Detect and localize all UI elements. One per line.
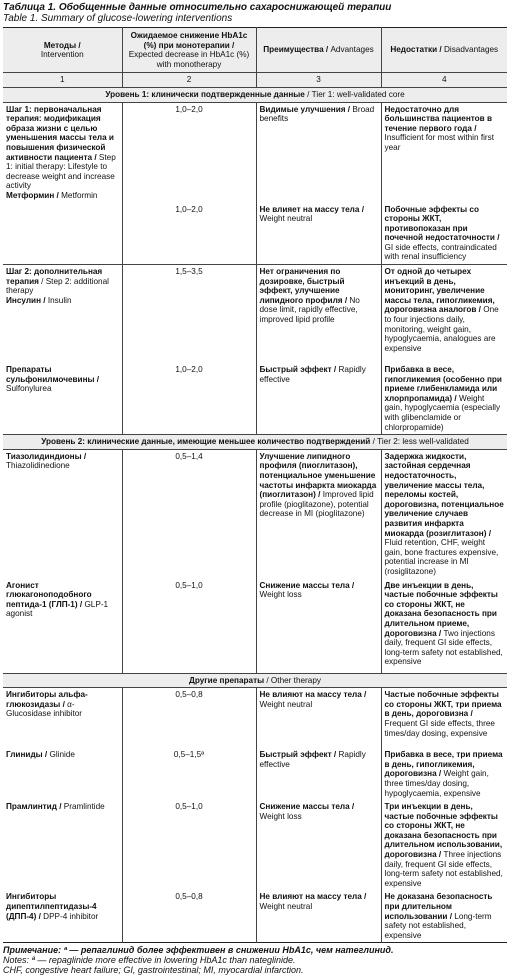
table-row xyxy=(3,363,507,435)
column-number: 2 xyxy=(122,73,256,88)
note-ru: Примечание: ª — репаглинид более эффективен в снижении HbA1c, чем натеглинид. xyxy=(3,945,394,956)
table-caption-en: Table 1. Summary of glucose-lowering interventions xyxy=(3,13,233,24)
advantages-cell: Не влияют на массу тела / Weight neutral xyxy=(256,890,381,942)
table-notes xyxy=(3,945,507,975)
header-advantages: Преимущества / Advantages xyxy=(256,28,381,73)
column-number: 1 xyxy=(3,73,122,88)
method-cell: Препараты сульфонилмочевины / Sulfonylurea xyxy=(3,363,122,435)
table-row xyxy=(3,265,507,364)
table-row xyxy=(3,203,507,265)
disadvantages-cell: От одной до четырех инъекций в день, мониторинг, увеличение массы тела, гипогликемия, дороговизна аналогов / One to four injections daily, monitoring, weight gain, hypoglycaemia, analogues are expensive xyxy=(381,265,507,364)
other-therapy-row xyxy=(3,673,507,688)
table-row xyxy=(3,890,507,942)
advantages-cell: Быстрый эффект / Rapidly effective xyxy=(256,748,381,800)
value-cell: 0,5–1,5ª xyxy=(122,748,256,800)
disadvantages-cell: Прибавка в весе, гипогликемия (особенно при приеме глибенкламида или хлорпропамида) / Weight gain, hypoglycaemia (especially with glibenclamide or chlorpropamide) xyxy=(381,363,507,435)
column-number-row xyxy=(3,73,507,88)
other-therapy-label: Другие препараты / Other therapy xyxy=(3,673,507,688)
disadvantages-cell: Не доказана безопасность при длительном использовании / Long-term safety not established, expensive xyxy=(381,890,507,942)
method-cell: Ингибиторы альфа-глюкозидазы / α-Glucosidase inhibitor xyxy=(3,688,122,749)
table-row xyxy=(3,748,507,800)
header-row xyxy=(3,28,507,73)
value-cell: 1,0–2,0 xyxy=(122,363,256,435)
therapy-table xyxy=(3,27,507,943)
disadvantages-cell: Три инъекции в день, частые побочные эффекты со стороны ЖКТ, не доказана безопасность при длительном использовании, дороговизна / Three injections daily, frequent GI side effects, long-term safety not established, expensive xyxy=(381,800,507,890)
note-en: Notes: ª — repaglinide more effective in lowering HbA1c than nateglinide. xyxy=(3,955,296,966)
column-number: 4 xyxy=(381,73,507,88)
header-hba1c: Ожидаемое снижение HbA1c (%) при монотерапии / Expected decrease in HbA1c (%) with monotherapy xyxy=(122,28,256,73)
method-cell: Глиниды / Glinide xyxy=(3,748,122,800)
method-cell: Шаг 1: первоначальная терапия: модификация образа жизни с целью уменьшения массы тела и повышения физической активности пациента / Step 1: initial therapy: Lifestyle to decrease weight and increase activity Метформин / Metformin xyxy=(3,102,122,202)
value-cell: 0,5–1,0 xyxy=(122,800,256,890)
header-methods: Методы / Intervention xyxy=(3,28,122,73)
value-cell: 1,0–2,0 xyxy=(122,102,256,202)
disadvantages-cell: Задержка жидкости, застойная сердечная недостаточность, увеличение массы тела, переломы костей, дороговизна, потенциальное увеличение случаев развития инфаркта миокарда (розиглитазон) / Fluid retention, CHF, weight gain, bone fractures expensive, potential increase in MI (rosiglitazone) xyxy=(381,449,507,578)
column-number: 3 xyxy=(256,73,381,88)
advantages-cell: Снижение массы тела / Weight loss xyxy=(256,579,381,674)
method-cell: Ингибиторы дипептилпептидазы-4 (ДПП-4) / DPP-4 inhibitor xyxy=(3,890,122,942)
table-caption-ru: Таблица 1. Обобщенные данные относительно сахароснижающей терапии xyxy=(3,2,392,13)
value-cell: 0,5–1,4 xyxy=(122,449,256,578)
value-cell: 0,5–0,8 xyxy=(122,890,256,942)
method-cell: Тиазолидиндионы / Thiazolidinedione xyxy=(3,449,122,578)
disadvantages-cell: Частые побочные эффекты со стороны ЖКТ, три приема в день, дороговизна / Frequent GI side effects, three times/day dosing, expensive xyxy=(381,688,507,749)
value-cell: 1,5–3,5 xyxy=(122,265,256,364)
advantages-cell: Не влияют на массу тела / Weight neutral xyxy=(256,688,381,749)
method-cell xyxy=(3,203,122,265)
disadvantages-cell: Две инъекции в день, частые побочные эффекты со стороны ЖКТ, не доказана безопасность при длительном приеме, дороговизна / Two injections daily, frequent GI side effects, long-term safety not established, expensive xyxy=(381,579,507,674)
disadvantages-cell: Прибавка в весе, три приема в день, гипогликемия, дороговизна / Weight gain, three times/day dosing, hypoglycaemia, expensive xyxy=(381,748,507,800)
table-row xyxy=(3,800,507,890)
table-row xyxy=(3,102,507,202)
method-cell: Шаг 2: дополнительная терапия / Step 2: additional therapy Инсулин / Insulin xyxy=(3,265,122,364)
advantages-cell: Видимые улучшения / Broad benefits xyxy=(256,102,381,202)
table-row xyxy=(3,449,507,578)
method-cell: Прамлинтид / Pramlintide xyxy=(3,800,122,890)
value-cell: 0,5–0,8 xyxy=(122,688,256,749)
disadvantages-cell: Побочные эффекты со стороны ЖКТ, противопоказан при почечной недостаточности / GI side effects, contraindicated with renal insufficiency xyxy=(381,203,507,265)
table-row xyxy=(3,688,507,749)
tier1-row xyxy=(3,87,507,102)
header-disadvantages: Недостатки / Disadvantages xyxy=(381,28,507,73)
tier1-label: Уровень 1: клинически подтвержденные данные / Tier 1: well-validated core xyxy=(3,87,507,102)
advantages-cell: Не влияет на массу тела / Weight neutral xyxy=(256,203,381,265)
advantages-cell: Снижение массы тела / Weight loss xyxy=(256,800,381,890)
disadvantages-cell: Недостаточно для большинства пациентов в течение первого года / Insufficient for most within first year xyxy=(381,102,507,202)
value-cell: 0,5–1,0 xyxy=(122,579,256,674)
method-cell: Агонист глюкагоноподобного пептида-1 (ГЛП-1) / GLP-1 agonist xyxy=(3,579,122,674)
advantages-cell: Улучшение липидного профиля (пиоглитазон), потенциальное уменьшение частоты инфаркта миокарда (пиоглитазон) / Improved lipid profile (pioglitazone), potential decrease in MI (pioglitazone) xyxy=(256,449,381,578)
advantages-cell: Нет ограничения по дозировке, быстрый эффект, улучшение липидного профиля / No dose limit, rapidly effective, improved lipid profile xyxy=(256,265,381,364)
abbreviations-note: CHF, congestive heart failure; GI, gastrointestinal; MI, myocardial infarction. xyxy=(3,965,304,975)
table-row xyxy=(3,579,507,674)
tier2-label: Уровень 2: клинические данные, имеющие меньшее количество подтверждений / Tier 2: less well-validated xyxy=(3,435,507,450)
tier2-row xyxy=(3,435,507,450)
advantages-cell: Быстрый эффект / Rapidly effective xyxy=(256,363,381,435)
value-cell: 1,0–2,0 xyxy=(122,203,256,265)
